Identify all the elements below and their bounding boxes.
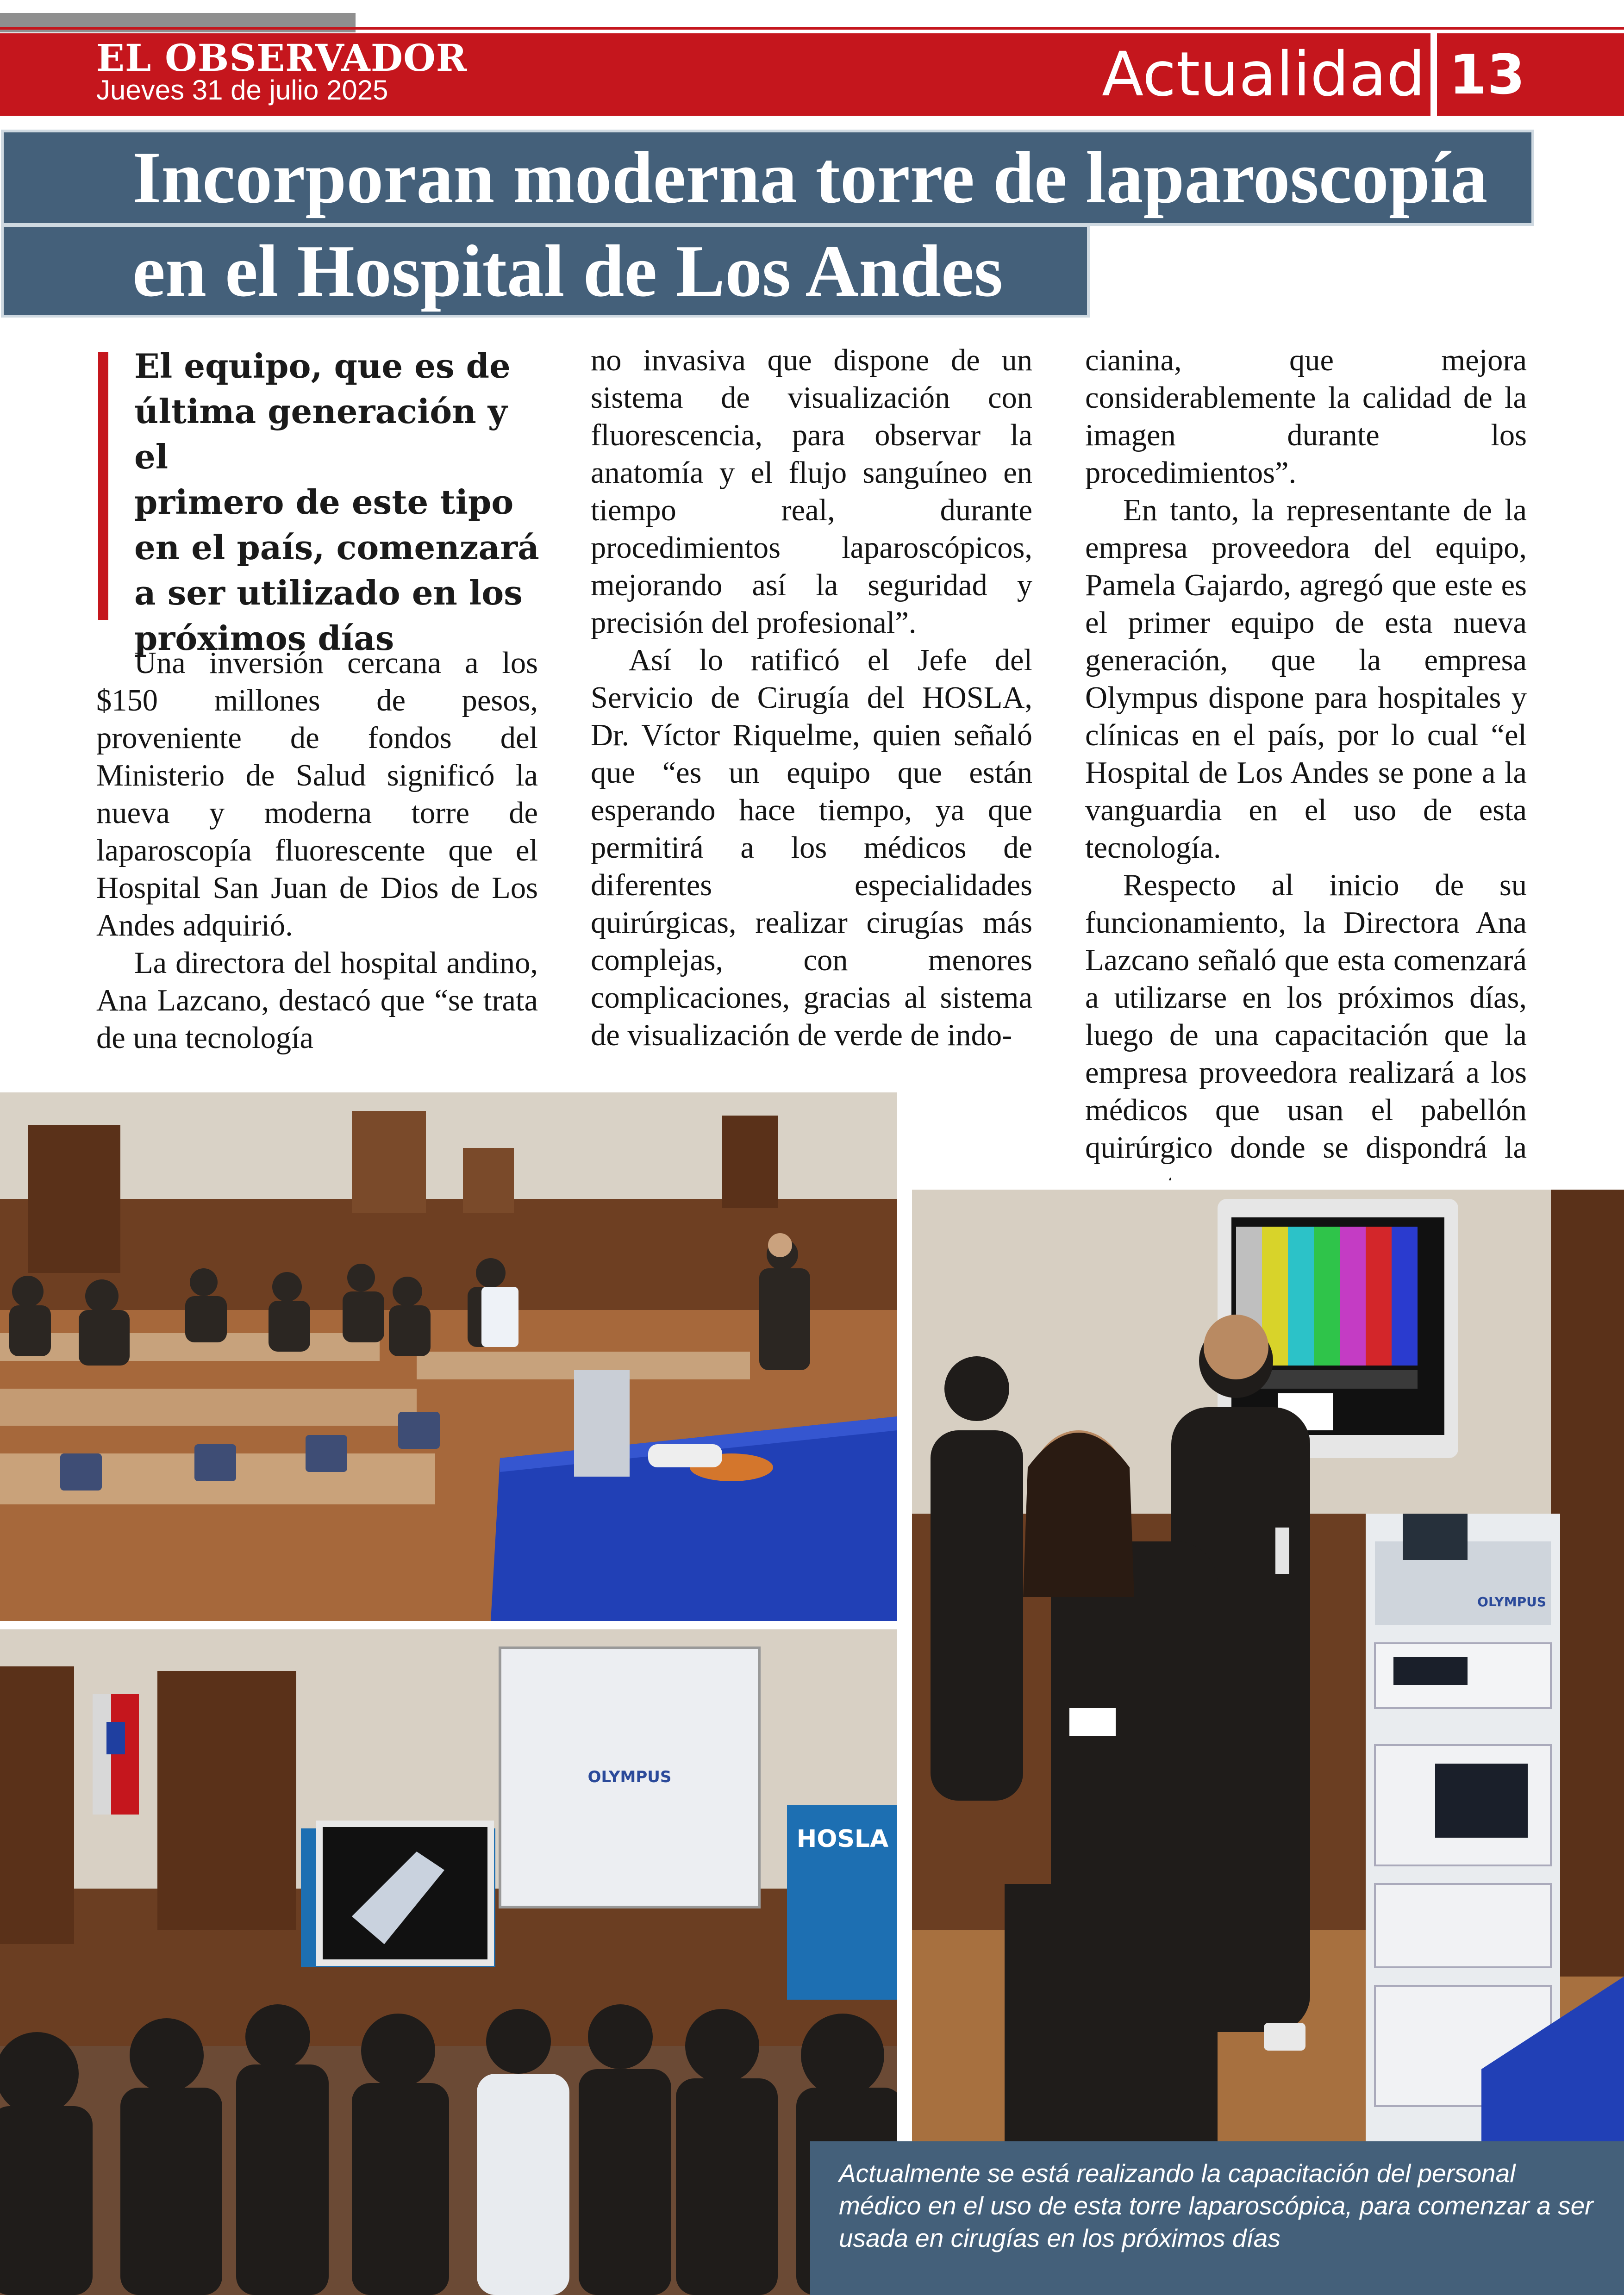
- lead-line: última generación y el: [134, 392, 507, 476]
- photo-group-demonstration: [0, 1629, 897, 2295]
- body-paragraph: Así lo ratificó el Jefe del Servicio de Cirugía del HOSLA, Dr. Víctor Riquelme, quien señaló que “es un equipo que están esperando hace tiempo, ya que permitirá a los médicos de diferentes especialidades quirúrgicas, realizar cirugías más complejas, con menores complicaciones, gracias al sistema de visualización de verde de indo-: [591, 643, 1032, 1052]
- lead-paragraph: [134, 343, 551, 661]
- body-paragraph: no invasiva que dispone de un sistema de visualización con fluorescencia, para observar la anatomía y el flujo sanguíneo en tiempo real, durante procedimientos laparoscópicos, mejorando así la seguridad y precisión del profesional”.: [591, 343, 1032, 640]
- photo-audience-illustration: [0, 1092, 897, 1621]
- lead-accent-bar: [98, 352, 108, 620]
- section-name: Actualidad: [1102, 39, 1425, 110]
- photo-group-illustration: [0, 1629, 897, 2295]
- body-column-3: [1085, 342, 1527, 1204]
- banner-right-text: HOSLA: [796, 1825, 889, 1853]
- body-column-1: [96, 644, 538, 1057]
- lead-line: a ser utilizado en los: [134, 573, 523, 612]
- tower-brand: OLYMPUS: [1477, 1594, 1546, 1609]
- photo-caption: Actualmente se está realizando la capacitación del personal médico en el uso de esta torre laparoscópica, para comenzar a ser usada en cirugías en los próximos días: [839, 2159, 1593, 2252]
- page-number: 13: [1449, 43, 1525, 106]
- header-rule: [0, 27, 1624, 30]
- body-paragraph: En tanto, la representante de la empresa proveedora del equipo, Pamela Gajardo, agregó que este es el primer equipo de esta nueva generación, que la empresa Olympus dispone para hospitales y clínicas en el país, por lo cual “el Hospital de Los Andes se pone a la vanguardia en el uso de esta tecnología.: [1085, 493, 1527, 865]
- newspaper-name: EL OBSERVADOR: [96, 36, 468, 80]
- body-paragraph: Respecto al inicio de su funcionamiento, la Directora Ana Lazcano señaló que esta comenzará a utilizarse en los próximos días, luego de una capacitación que la empresa proveedora realizará a los médicos que usan el pabellón quirúrgico donde se dispondrá la: [1085, 868, 1527, 1165]
- photo-audience-hall: [0, 1092, 897, 1621]
- page-number-divider: [1430, 33, 1437, 116]
- projection-screen-brand: OLYMPUS: [587, 1768, 672, 1786]
- body-paragraph: La directora del hospital andino, Ana Lazcano, destacó que “se trata de una tecnología: [96, 946, 538, 1055]
- lead-line: primero de este tipo: [134, 482, 514, 522]
- headline-line2: en el Hospital de Los Andes: [132, 230, 1003, 312]
- body-column-2: [591, 342, 1032, 1054]
- body-paragraph: cianina, que mejora considerablemente la calidad de la imagen durante los procedimientos”.: [1085, 343, 1527, 490]
- photo-presenter-tower: [912, 1190, 1624, 2295]
- headline-line1: Incorporan moderna torre de laparoscopía: [132, 136, 1488, 218]
- lead-line: en el país, comenzará: [134, 528, 539, 567]
- lead-line: El equipo, que es de: [134, 346, 511, 386]
- lead-line: próximos días: [134, 618, 394, 658]
- issue-date: Jueves 31 de julio 2025: [96, 75, 388, 106]
- photo-presenter-illustration: [912, 1190, 1624, 2295]
- body-paragraph: Una inversión cercana a los $150 millones de pesos, proveniente de fondos del Ministerio de Salud significó la nueva y moderna torre de laparoscopía fluorescente que el Hospital San Juan de Dios de Los Andes adquirió.: [96, 646, 538, 942]
